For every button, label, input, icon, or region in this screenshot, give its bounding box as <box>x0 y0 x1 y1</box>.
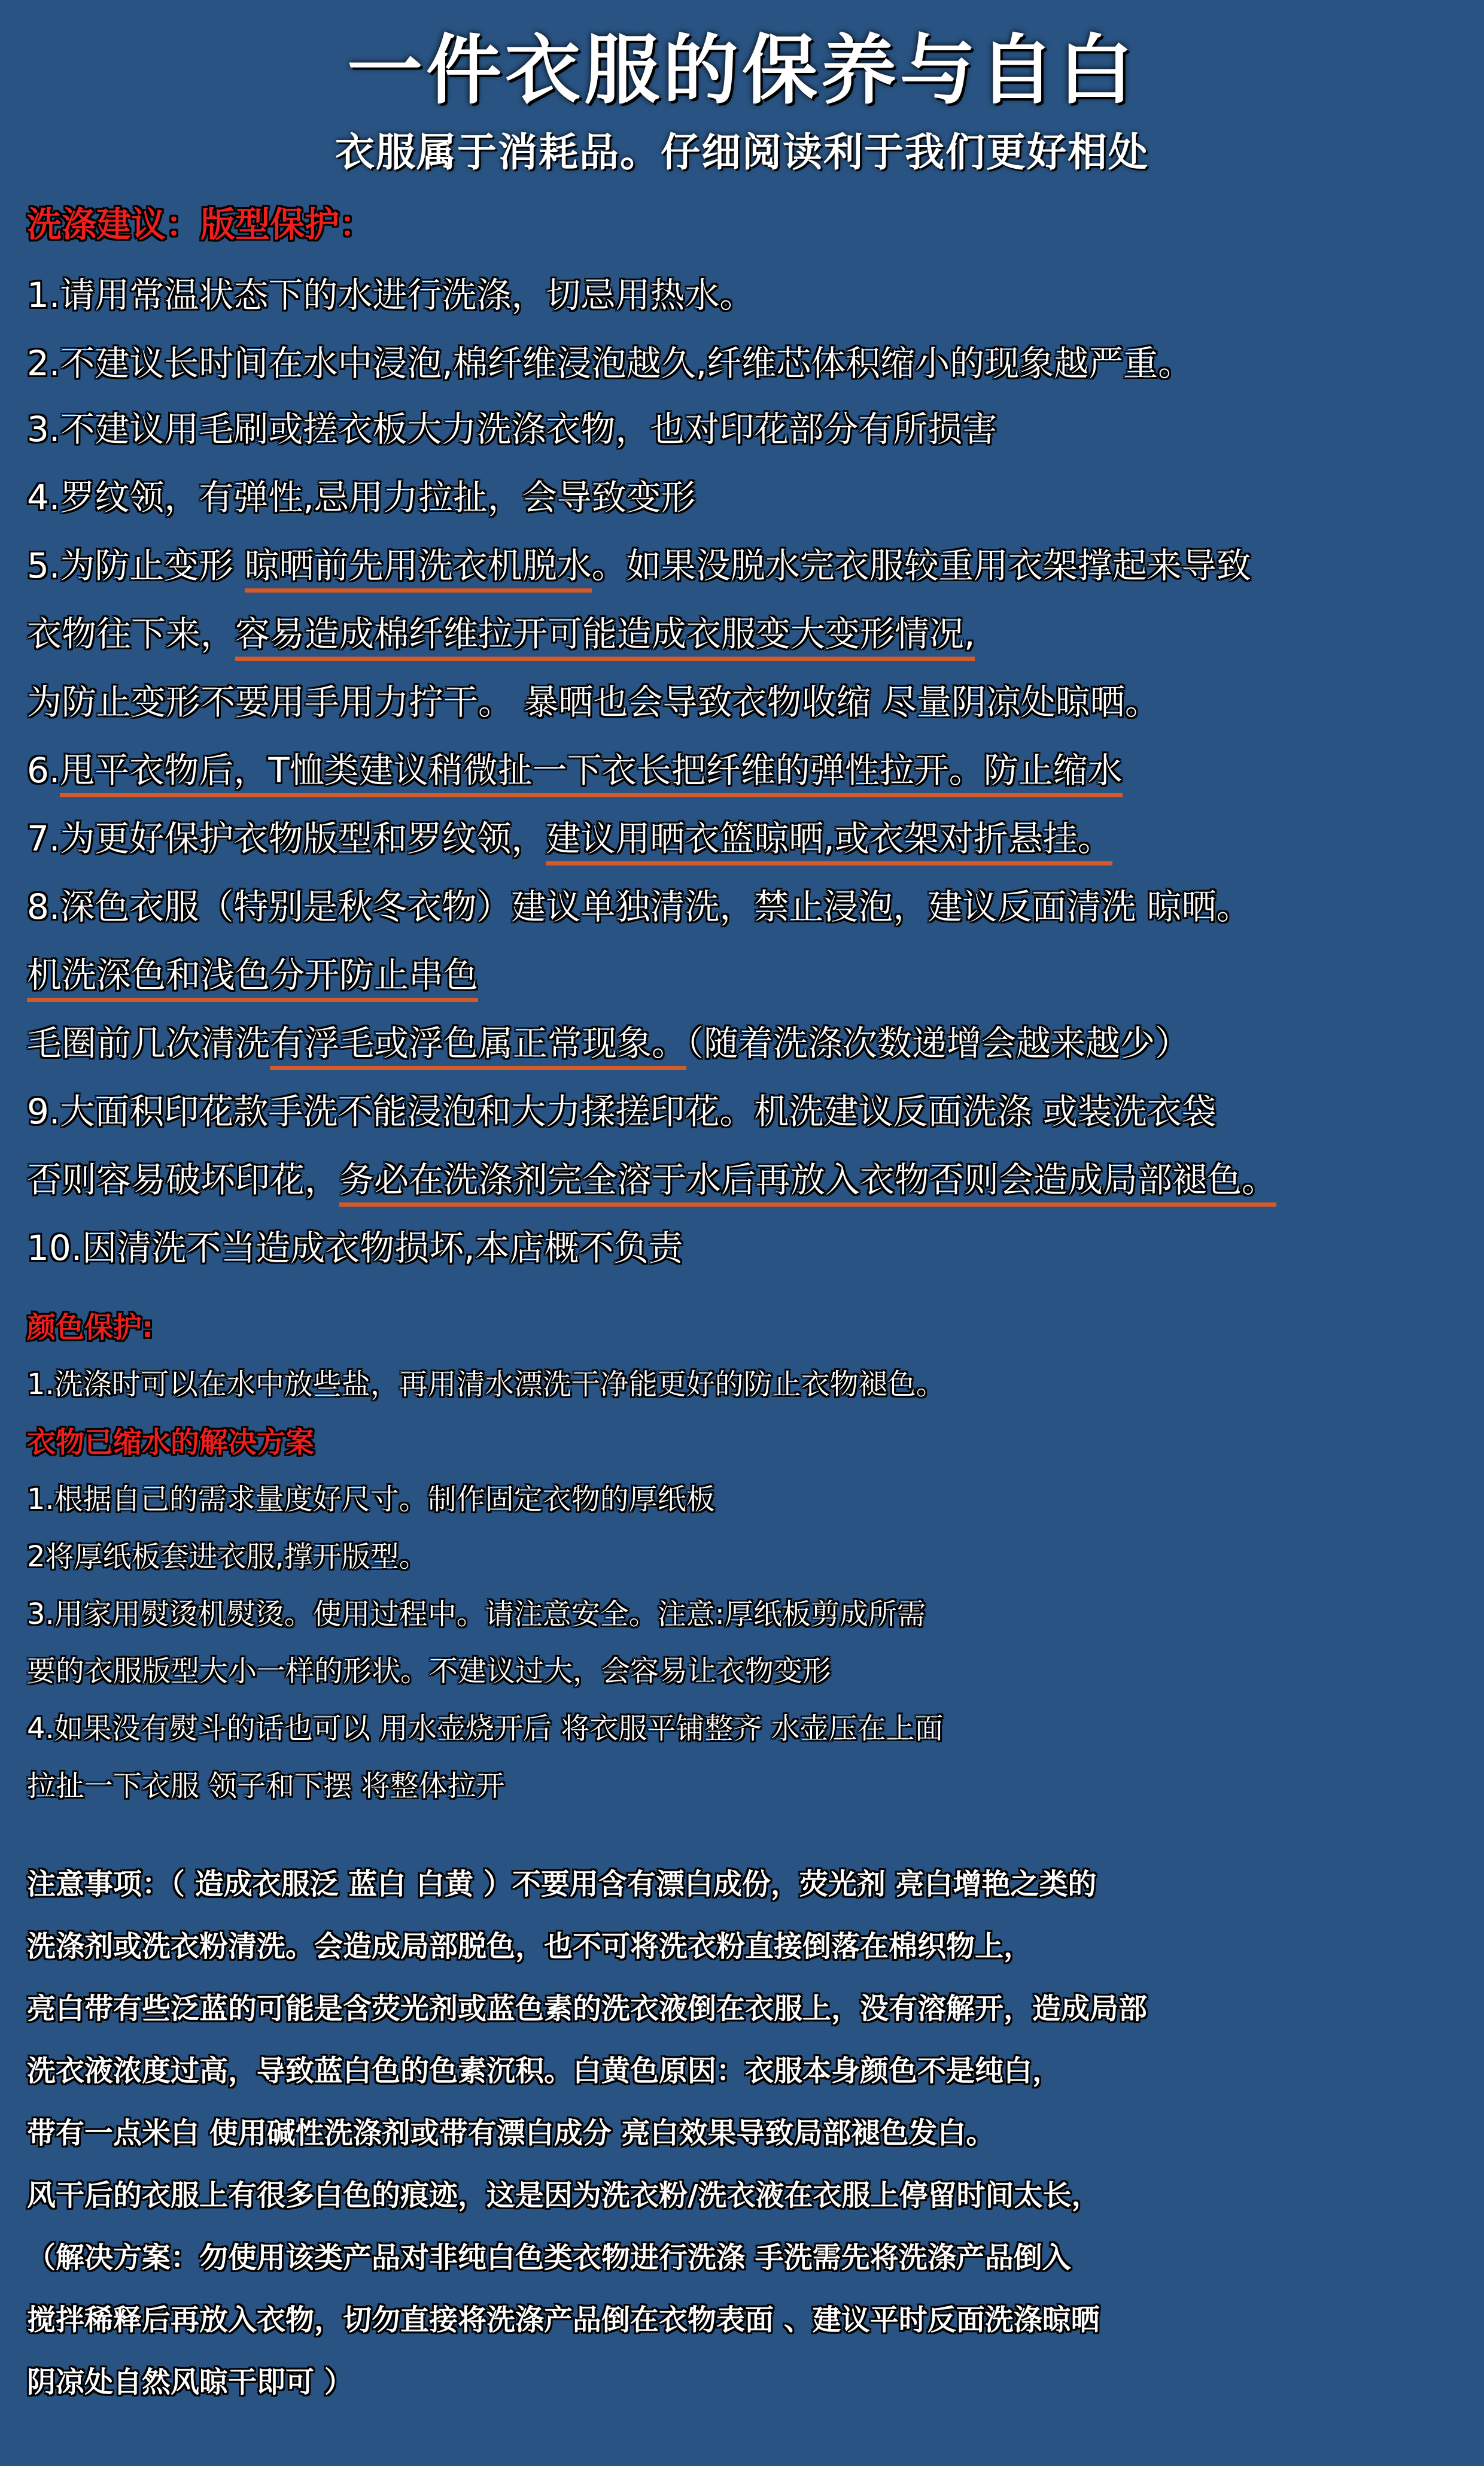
page-subtitle: 衣服属于消耗品。仔细阅读利于我们更好相处 <box>335 129 1149 175</box>
washing-line-13: 9.大面积印花款手洗不能浸泡和大力揉搓印花。机洗建议反面洗涤 或装洗衣袋 <box>27 1091 1217 1132</box>
notes-line-4: 洗衣液浓度过高，导致蓝白色的色素沉积。白黄色原因：衣服本身颜色不是纯白， <box>27 2054 1062 2088</box>
washing-line-9-part-a: 7.为更好保护衣物版型和罗纹领， <box>27 818 546 859</box>
washing-line-7: 为防止变形不要用手用力拧干。 暴晒也会导致衣物收缩 尽量阴凉处晾晒。 <box>27 682 1160 722</box>
washing-line-6-highlight: 容易造成棉纤维拉开可能造成衣服变大变形情况, <box>235 614 975 661</box>
washing-line-5-part-c: 。如果没脱水完衣服较重用衣架撑起来导致 <box>591 545 1251 586</box>
washing-line-5 <box>27 539 1251 593</box>
washing-line-12-part-c: （随着洗涤次数递增会越来越少） <box>686 1023 1190 1064</box>
notes-line-6: 风干后的衣服上有很多白色的痕迹，这是因为洗衣粉/洗衣液在衣服上停留时间太长， <box>27 2179 1100 2212</box>
notes-line-5: 带有一点米白 使用碱性洗涤剂或带有漂白成分 亮白效果导致局部褪色发白。 <box>27 2116 995 2150</box>
washing-line-11 <box>27 948 478 1002</box>
notes-line-9: 阴凉处自然风晾干即可 ） <box>27 2365 353 2399</box>
shrinkage-line-5: 4.如果没有熨斗的话也可以 用水壶烧开后 将衣服平铺整齐 水壶压在上面 <box>27 1712 944 1745</box>
washing-line-5-highlight: 晾晒前先用洗衣机脱水 <box>245 545 592 593</box>
washing-line-11-highlight: 机洗深色和浅色分开防止串色 <box>27 955 478 1002</box>
shrinkage-solution-heading: 衣物已缩水的解决方案 <box>27 1426 315 1459</box>
washing-line-8-highlight: 甩平衣物后，T恤类建议稍微扯一下衣长把纤维的弹性拉开。防止缩水 <box>60 750 1122 797</box>
washing-line-10: 8.深色衣服（特别是秋冬衣物）建议单独清洗，禁止浸泡，建议反面清洗 晾晒。 <box>27 886 1251 927</box>
washing-line-14-highlight: 务必在洗涤剂完全溶于水后再放入衣物否则会造成局部褪色。 <box>339 1159 1276 1207</box>
washing-line-8-part-a: 6. <box>27 750 60 791</box>
shrinkage-line-1: 1.根据自己的需求量度好尺寸。制作固定衣物的厚纸板 <box>27 1483 715 1516</box>
notes-line-7: （解决方案：勿使用该类产品对非纯白色类衣物进行洗涤 手洗需先将洗涤产品倒入 <box>27 2241 1071 2274</box>
washing-line-9 <box>27 812 1112 865</box>
washing-line-14-part-a: 否则容易破坏印花， <box>27 1159 340 1200</box>
washing-line-12 <box>27 1016 1190 1070</box>
washing-line-12-highlight: 有浮毛或浮色属正常现象。 <box>270 1023 686 1070</box>
washing-line-5-part-a: 5.为防止变形 <box>27 545 245 586</box>
shrinkage-line-3: 3.用家用熨烫机熨烫。使用过程中。请注意安全。注意:厚纸板剪成所需 <box>27 1598 926 1631</box>
washing-line-12-part-a: 毛圈前几次清洗 <box>27 1023 270 1064</box>
notes-line-1: 注意事项：（ 造成衣服泛 蓝白 白黄 ）不要用含有漂白成份，荧光剂 亮白增艳之类的 <box>27 1867 1097 1901</box>
washing-advice-heading: 洗涤建议：版型保护： <box>27 204 375 245</box>
shrinkage-line-4: 要的衣服版型大小一样的形状。不建议过大，会容易让衣物变形 <box>27 1654 832 1688</box>
washing-line-9-highlight: 建议用晒衣篮晾晒,或衣架对折悬挂。 <box>546 818 1112 865</box>
washing-line-2: 2.不建议长时间在水中浸泡,棉纤维浸泡越久,纤维芯体积缩小的现象越严重。 <box>27 343 1193 384</box>
washing-line-15: 10.因清洗不当造成衣物损坏,本店概不负责 <box>27 1228 683 1268</box>
washing-line-4: 4.罗纹领，有弹性,忌用力拉扯，会导致变形 <box>27 477 696 518</box>
notes-line-3: 亮白带有些泛蓝的可能是含荧光剂或蓝色素的洗衣液倒在衣服上，没有溶解开，造成局部 <box>27 1992 1148 2025</box>
washing-line-8 <box>27 743 1123 797</box>
washing-line-14 <box>27 1153 1276 1207</box>
notes-line-2: 洗涤剂或洗衣粉清洗。会造成局部脱色，也不可将洗衣粉直接倒落在棉织物上， <box>27 1930 1033 1963</box>
shrinkage-line-6: 拉扯一下衣服 领子和下摆 将整体拉开 <box>27 1769 505 1803</box>
washing-line-6-part-a: 衣物往下来， <box>27 614 236 654</box>
notes-line-8: 搅拌稀释后再放入衣物，切勿直接将洗涤产品倒在衣物表面 、建议平时反面洗涤晾晒 <box>27 2303 1100 2337</box>
washing-line-1: 1.请用常温状态下的水进行洗涤，切忌用热水。 <box>27 275 755 315</box>
washing-line-3: 3.不建议用毛刷或搓衣板大力洗涤衣物，也对印花部分有所损害 <box>27 409 998 450</box>
shrinkage-line-2: 2将厚纸板套进衣服,撑开版型。 <box>27 1540 428 1574</box>
washing-line-6 <box>27 607 975 661</box>
color-protection-line-1: 1.洗涤时可以在水中放些盐，再用清水漂洗干净能更好的防止衣物褪色。 <box>27 1368 945 1401</box>
color-protection-heading: 颜色保护: <box>27 1311 154 1344</box>
page-title: 一件衣服的保养与自白 <box>347 26 1137 114</box>
